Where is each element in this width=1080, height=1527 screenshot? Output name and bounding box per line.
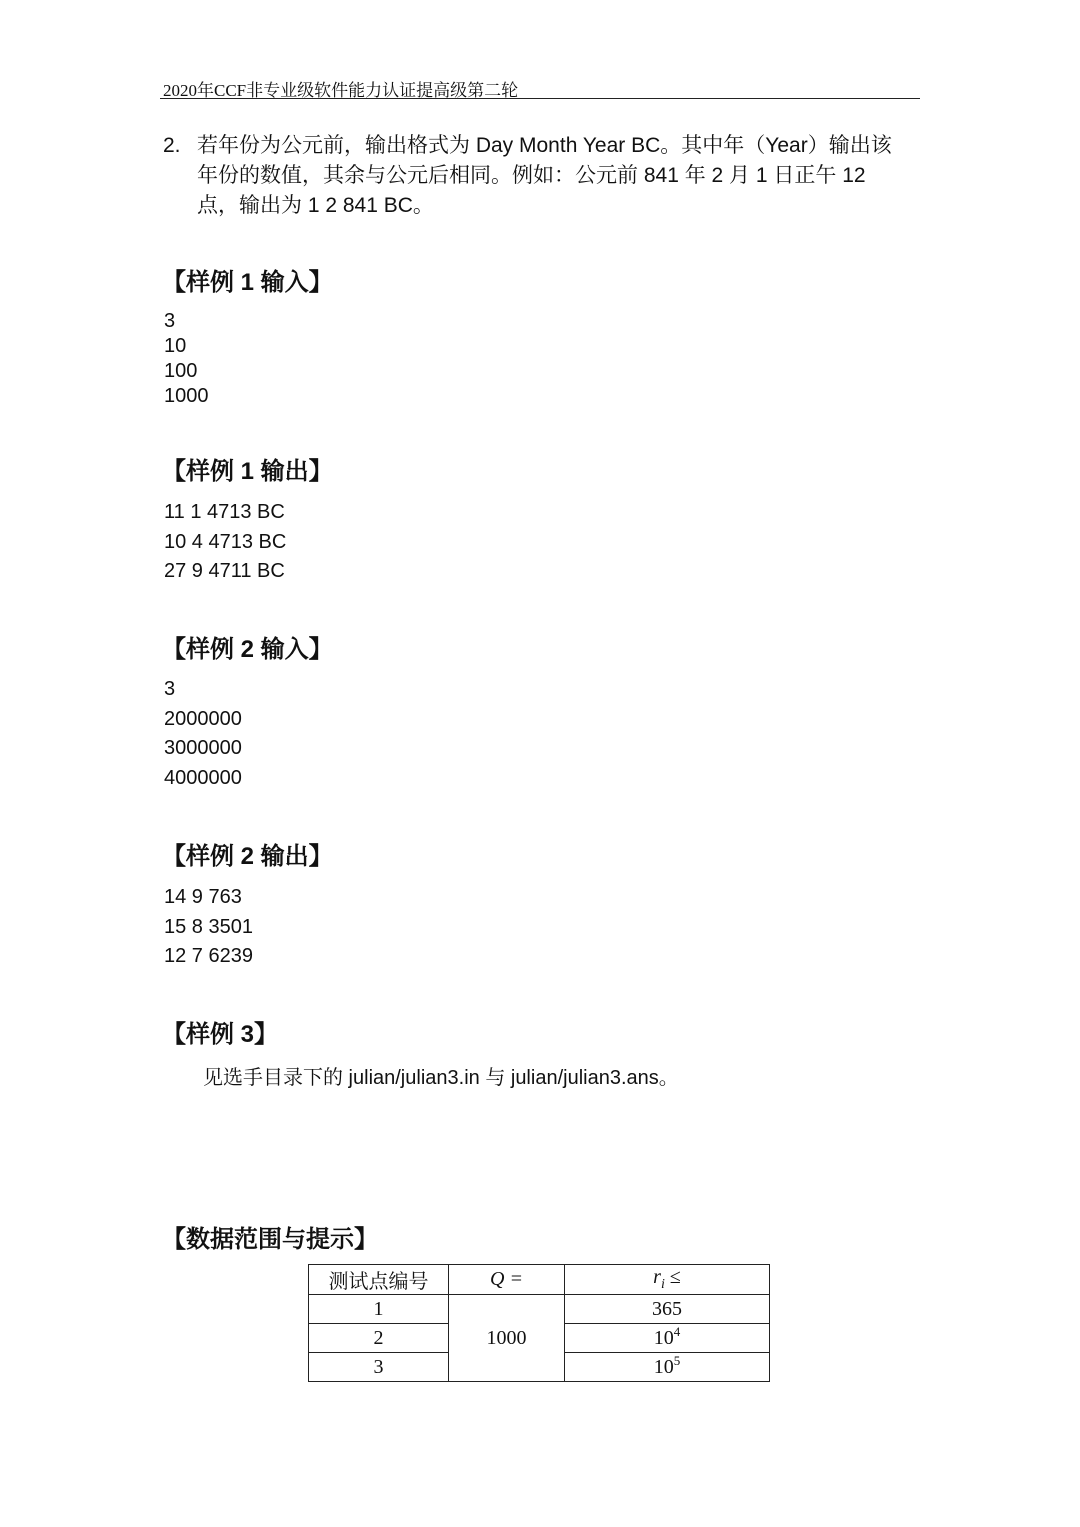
input-line: 100 bbox=[164, 360, 198, 382]
q-cell: 1000 bbox=[449, 1295, 565, 1382]
output-line: 27 9 4711 BC bbox=[164, 560, 285, 582]
header-testpoint: 测试点编号 bbox=[309, 1265, 449, 1295]
sample2-input-block bbox=[164, 675, 242, 794]
sample3-note: 见选手目录下的 julian/julian3.in 与 julian/julian3.ans。 bbox=[203, 1067, 679, 1089]
output-line: 14 9 763 bbox=[164, 886, 242, 908]
input-line: 2000000 bbox=[164, 707, 242, 730]
sample1-output-heading: 【样例 1 输出】 bbox=[162, 458, 333, 485]
input-line: 3 bbox=[164, 310, 176, 332]
table-row bbox=[309, 1295, 770, 1324]
sample1-input-heading: 【样例 1 输入】 bbox=[162, 269, 333, 296]
le-symbol: ≤ bbox=[664, 1266, 681, 1288]
sample3-heading: 【样例 3】 bbox=[162, 1021, 279, 1048]
paragraph-line: 点，输出为 1 2 841 BC。 bbox=[197, 194, 434, 217]
output-line: 10 4 4713 BC bbox=[164, 530, 287, 553]
output-line: 15 8 3501 bbox=[164, 915, 253, 938]
sample2-input-heading: 【样例 2 输入】 bbox=[162, 636, 333, 663]
paragraph-line: 年份的数值，其余与公元后相同。例如：公元前 841 年 2 月 1 日正午 12 bbox=[197, 164, 866, 187]
testpoint-cell: 2 bbox=[309, 1324, 449, 1353]
input-line: 3000000 bbox=[164, 737, 242, 760]
sample2-output-heading: 【样例 2 输出】 bbox=[162, 843, 333, 870]
data-range-heading: 【数据范围与提示】 bbox=[162, 1226, 378, 1253]
r-base: 10 bbox=[653, 1355, 674, 1378]
input-line: 4000000 bbox=[164, 767, 242, 790]
r-symbol: r bbox=[653, 1266, 661, 1288]
page-header: 2020年CCF非专业级软件能力认证提高级第二轮 bbox=[163, 81, 519, 100]
output-line: 12 7 6239 bbox=[164, 945, 253, 967]
sample1-input-block bbox=[164, 309, 209, 409]
sample1-output-block bbox=[164, 498, 286, 587]
testpoint-cell: 1 bbox=[309, 1295, 449, 1324]
header-divider bbox=[160, 98, 920, 99]
r-cell bbox=[565, 1353, 770, 1382]
sample2-output-block bbox=[164, 883, 253, 972]
r-base: 10 bbox=[653, 1326, 674, 1349]
input-line: 3 bbox=[164, 678, 176, 700]
data-range-table bbox=[308, 1264, 770, 1382]
header-r bbox=[565, 1265, 770, 1295]
testpoint-cell: 3 bbox=[309, 1353, 449, 1382]
r-base: 365 bbox=[652, 1297, 682, 1320]
list-number: 2. bbox=[163, 134, 181, 157]
r-cell bbox=[565, 1295, 770, 1324]
input-line: 1000 bbox=[164, 385, 209, 407]
paragraph-line: 若年份为公元前，输出格式为 Day Month Year BC。其中年（Year）输出该 bbox=[197, 134, 892, 157]
r-subscript: i bbox=[660, 1277, 665, 1292]
header-q: Q = bbox=[449, 1265, 565, 1295]
r-cell bbox=[565, 1324, 770, 1353]
r-exponent: 4 bbox=[673, 1323, 681, 1339]
r-exponent: 5 bbox=[673, 1352, 681, 1368]
output-line: 11 1 4713 BC bbox=[164, 501, 285, 523]
table-header-row bbox=[309, 1265, 770, 1295]
input-line: 10 bbox=[164, 335, 187, 357]
